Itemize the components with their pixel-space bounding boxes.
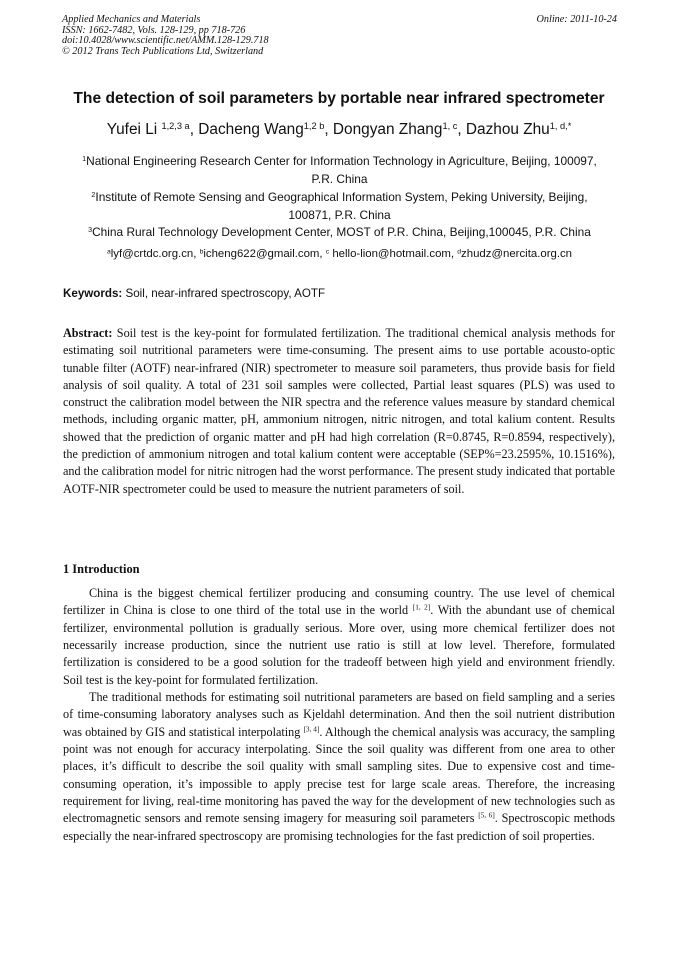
author-affiliation-mark: 1, c [442, 120, 458, 131]
online-date: Online: 2011-10-24 [536, 14, 617, 25]
affiliation-3 [62, 223, 617, 241]
body-paragraph [63, 585, 615, 689]
affiliation-number: 3 [88, 226, 93, 235]
author-name: Dacheng Wang [198, 121, 304, 138]
keywords-label: Keywords: [63, 287, 123, 300]
email-mark: b [199, 248, 204, 256]
author-name: Dongyan Zhang [332, 121, 443, 138]
doi-line[interactable]: doi:10.4028/www.scientific.net/AMM.128-129.718 [62, 35, 269, 47]
citation[interactable]: [5, 6] [478, 811, 495, 821]
author-affiliation-mark: 1,2,3 a [161, 120, 190, 131]
affiliation-number: 2 [91, 191, 96, 200]
citation[interactable]: [3, 4] [303, 724, 320, 734]
email-mark: a [106, 248, 111, 256]
section-heading: 1 Introduction [63, 562, 140, 576]
affiliation-text: National Engineering Research Center for Information Technology in Agriculture, Beijing, 100097, [86, 154, 597, 168]
issn-line: ISSN: 1662-7482, Vols. 128-129, pp 718-726 [62, 24, 246, 36]
keywords [63, 287, 618, 300]
journal-header [62, 15, 617, 57]
paragraph-text: The traditional methods for estimating soil nutritional parameters are based on field sampling and a series of time-consuming laboratory analyses such as Kjeldahl determination. And then the soil nutrient distribution was obtained by GIS and statistical interpolating [63, 690, 615, 739]
affiliation-text-line2: 100871, P.R. China [288, 208, 391, 223]
email-address[interactable]: icheng622@gmail.com, [203, 248, 326, 260]
email-mark: c [325, 248, 330, 256]
author-affiliation-mark: 1, d,* [549, 120, 572, 131]
keywords-text: Soil, near-infrared spectroscopy, AOTF [122, 287, 326, 300]
body-paragraph [63, 689, 615, 845]
copyright-line: © 2012 Trans Tech Publications Ltd, Switzerland [62, 45, 264, 57]
author-affiliation-mark: 1,2 b [303, 120, 325, 131]
paragraph-text: . With the abundant use of chemical fertilizer, environmental pollution is gradually serious. More over, using more chemical fertilizer does not necessarily increase production, since the nutrient use ratio is still at low level. Therefore, formulated fertilization is considered to be a good solution for the tradeoff between high yield and environment friendly. Soil test is the key-point for formulated fertilization. [63, 603, 616, 687]
author-emails [62, 248, 617, 260]
email-mark: d [457, 248, 462, 256]
affiliation-text: China Rural Technology Development Center, MOST of P.R. China, Beijing,100045, P.R. China [92, 225, 591, 239]
abstract-label: Abstract: [63, 326, 113, 340]
email-address[interactable]: lyf@crtdc.org.cn, [110, 248, 200, 260]
affiliation-text: Institute of Remote Sensing and Geographical Information System, Peking University, Beijing, [95, 190, 588, 204]
author-name: Yufei Li [106, 121, 162, 138]
email-address[interactable]: zhudz@nercita.org.cn [461, 248, 573, 260]
affiliation-number: 1 [82, 155, 87, 164]
paragraph-text: . Although the chemical analysis was accuracy, the sampling point was not enough for accuracy interpolating. Since the soil quality was different from one area to other places, it’s difficult to describe the soil quality with small sampling sites. Due to expensive cost and time-consuming operation, it’s impossible to apply precise test for large scale areas. Therefore, the increasing requirement for living, real-time monitoring has paved the way for the development of new technologies such as electromagnetic sensors and remote sensing imagery for measuring soil parameters [63, 724, 615, 826]
paragraph-text: . Spectroscopic methods especially the near-infrared spectroscopy are promising technologies for the fast prediction of soil properties. [63, 811, 615, 843]
email-address[interactable]: hello-lion@hotmail.com, [329, 248, 458, 260]
citation[interactable]: [1, 2] [412, 602, 431, 612]
abstract-text: Soil test is the key-point for formulated fertilization. The traditional chemical analysis methods for estimating soil nutritional parameters were time-consuming. The present aims to use portable acousto-optic tunable filter (AOTF) near-infrared (NIR) spectrometer to measure soil parameters, thus provide basis for field analysis of soil quality. A total of 231 soil samples were collected, Partial least squares (PLS) was used to construct the calibration model between the NIR spectra and the reference values measure by standard chemical methods, including organic matter, pH, ammonium nitrogen, nitric nitrogen, and total kalium content. Results showed that the prediction of organic matter and pH had high correlation (R=0.8745, R=0.8594, respectively), the prediction of ammonium nitrogen and total kalium content were acceptable (SEP%=23.2595%, 10.1516%), and the calibration model for nitric nitrogen had the worst performance. The present study indicated that portable AOTF-NIR spectrometer could be used to measure the nutrient parameters of soil. [63, 326, 615, 496]
affiliation-1 [62, 152, 617, 189]
paragraph-text: China is the biggest chemical fertilizer producing and consuming country. The use level of chemical fertilizer in China is close to one third of the total use in the world [63, 586, 615, 618]
journal-name: Applied Mechanics and Materials [62, 14, 201, 25]
affiliation-text-line2: P.R. China [311, 172, 368, 187]
abstract [63, 325, 615, 498]
affiliation-2 [62, 188, 617, 225]
paper-title: The detection of soil parameters by portable near infrared spectrometer [73, 90, 605, 107]
author-list: Yufei Li $^{1,2,3 a}$, Dacheng Wang$^{1,2 b}$, Dongyan Zhang$^{1, c}$, Dazhou Zhu$^{1, d,*}$ [106, 120, 572, 138]
author-name: Dazhou Zhu [465, 121, 550, 138]
